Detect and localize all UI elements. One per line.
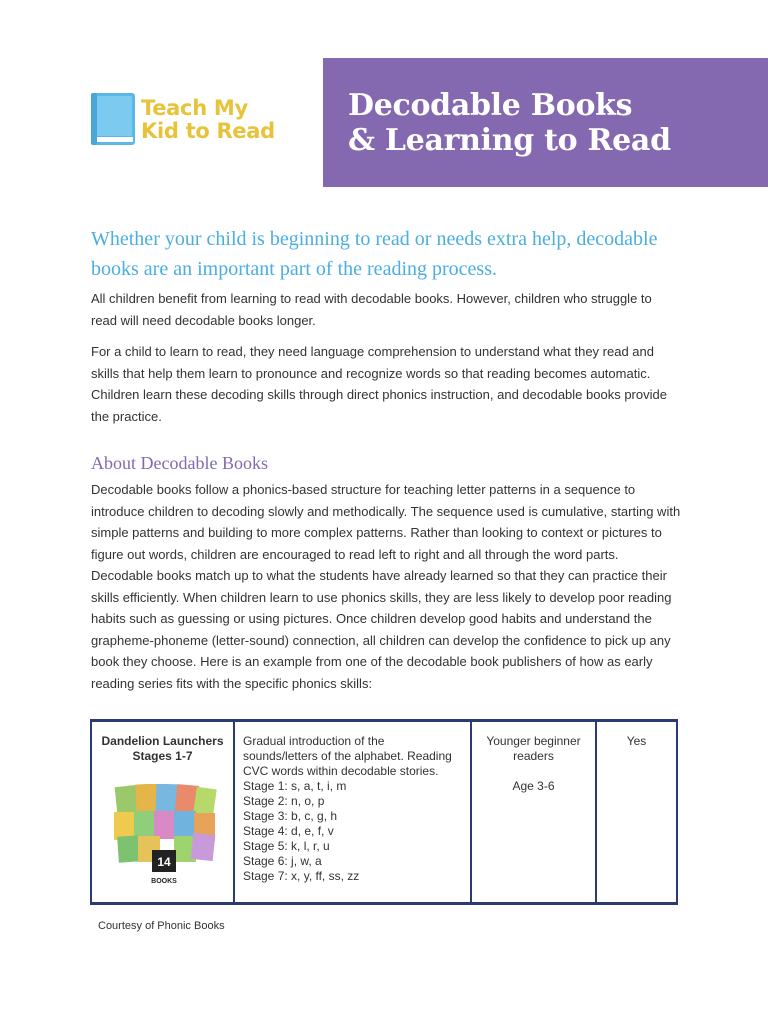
- logo-line-1: Teach My: [141, 96, 248, 120]
- page-title-line-1: Decodable Books: [348, 88, 633, 123]
- logo-line-2: Kid to Read: [141, 119, 275, 143]
- section-body: Decodable books follow a phonics-based structure for teaching letter patterns in a sequence to introduce children to decoding slowly and methodically. The sequence used is cumulative, starting with simple patterns and building to more complex patterns. Rather than looking to context or pictures to figure out words, children are encouraged to read left to right and all through the word parts. Decodable books match up to what the students have already learned so that they can practice their skills efficiently. When children learn to use phonics skills, they are less likely to develop poor reading habits such as guessing or using pictures. Once children develop good habits and understand the grapheme-phoneme (letter-sound) connection, all children can develop the confidence to pick up any book they choose. Here is an example from one of the decodable book publishers of how as early reading series fits with the specific phonics skills:: [91, 482, 681, 691]
- book-icon: [91, 93, 135, 145]
- series-cell: [90, 722, 235, 902]
- book-count: 14: [157, 855, 171, 869]
- series-name: Dandelion Launchers: [101, 734, 224, 748]
- description-line: CVC words within decodable stories.: [243, 764, 439, 778]
- stage-line: Stage 6: j, w, a: [243, 854, 322, 868]
- logo-wordmark: [141, 97, 275, 143]
- description-line: sounds/letters of the alphabet. Reading: [243, 749, 452, 763]
- audience-line-1: Younger beginner: [486, 734, 581, 748]
- book-label: BOOKS: [151, 878, 177, 885]
- paragraph-1: All children benefit from learning to read with decodable books. However, children who struggle to read will need decodable books longer.: [91, 291, 652, 328]
- section-heading: About Decodable Books: [91, 453, 268, 473]
- age-range: Age 3-6: [512, 779, 555, 793]
- title-banner: [323, 58, 768, 187]
- stage-line: Stage 3: b, c, g, h: [243, 809, 338, 823]
- stage-line: Stage 2: n, o, p: [243, 794, 325, 808]
- stage-line: Stage 4: d, e, f, v: [243, 824, 334, 838]
- page-title-line-2: & Learning to Read: [348, 123, 671, 158]
- phonics-table: [90, 719, 678, 905]
- description-line: Gradual introduction of the: [243, 734, 385, 748]
- stage-line: Stage 7: x, y, ff, ss, zz: [243, 869, 360, 883]
- book-covers-image: [112, 784, 218, 894]
- stage-line: Stage 1: s, a, t, i, m: [243, 779, 347, 793]
- decodable-cell: [597, 722, 678, 902]
- decodable-value: Yes: [626, 734, 647, 748]
- description-cell: [235, 722, 472, 902]
- audience-cell: [472, 722, 597, 902]
- intro-text: Whether your child is beginning to read or needs extra help, decodable books are an important part of the reading process.: [91, 228, 658, 280]
- logo: [91, 93, 291, 148]
- page-title: [348, 88, 768, 158]
- paragraph-2: For a child to learn to read, they need language comprehension to understand what they read and skills that help them learn to pronounce and recognize words so that reading becomes automatic. Children learn these decoding skills through direct phonics instruction, and decodable books provide the practice.: [91, 344, 667, 424]
- stage-line: Stage 5: k, l, r, u: [243, 839, 330, 853]
- audience-line-2: readers: [513, 749, 554, 763]
- series-stages: Stages 1-7: [132, 749, 193, 763]
- courtesy-caption: Courtesy of Phonic Books: [98, 920, 225, 932]
